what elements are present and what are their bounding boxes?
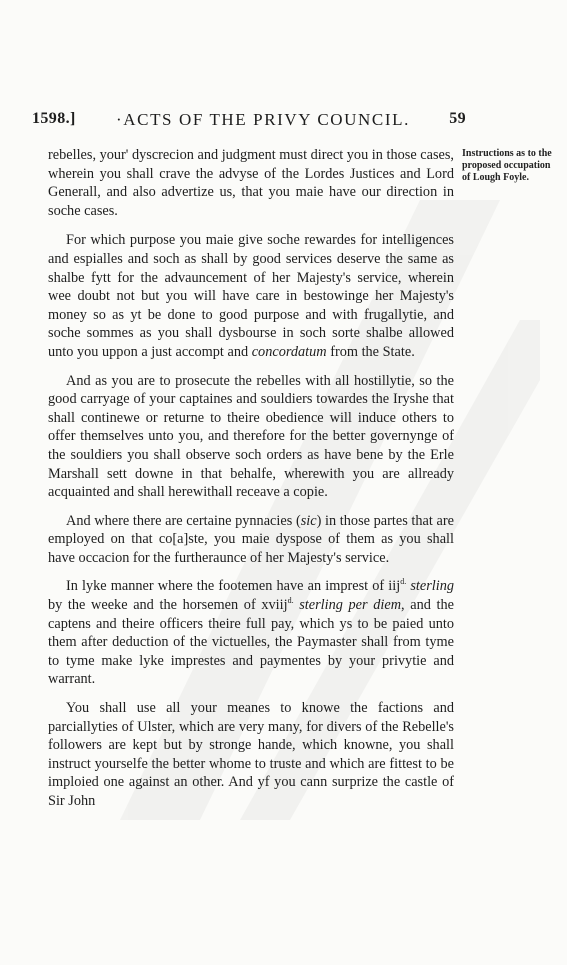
- paragraph-5-text-c: , and the captens and theire officers theire full pay, which ys to be paied unto them after deduction of the victuelles, the Paymaster shall from tyme to tyme make lyke imprestes and paymentes by your privytie and warrant.: [48, 597, 454, 688]
- paragraph-5-text-b: by the weeke and the horsemen of xviij: [48, 597, 288, 614]
- body-text: [48, 146, 454, 821]
- paragraph-5: [48, 577, 454, 689]
- paragraph-2-italic: concordatum: [251, 343, 327, 360]
- paragraph-4: [48, 512, 454, 568]
- running-header: [32, 110, 466, 134]
- paragraph-4-text-b: ) in those partes that are employed on that co[a]ste, you maie dyspose of them as you shall have occacion for the furtheraunce of her Majesty's service.: [48, 512, 454, 566]
- paragraph-5-italic-2: sterling per diem: [299, 597, 402, 614]
- paragraph-5-italic-1: sterling: [410, 578, 454, 595]
- paragraph-4-text-a: And where there are certaine pynnacies (: [66, 512, 301, 529]
- header-title: ·ACTS OF THE PRIVY COUNCIL.: [116, 110, 410, 129]
- header-year: 1598.]: [32, 110, 76, 127]
- margin-note: Instructions as to the proposed occupation of Lough Foyle.: [462, 148, 552, 183]
- paragraph-4-italic: sic: [300, 512, 317, 529]
- paragraph-5-superscript-1: d.: [400, 577, 407, 587]
- page-number: 59: [449, 110, 466, 127]
- paragraph-5-superscript-2: d.: [287, 596, 294, 606]
- paragraph-2-text-b: from the State.: [326, 343, 415, 360]
- paragraph-6: You shall use all your meanes to knowe the factions and parciallyties of Ulster, which are very many, for divers of the Rebelle's followers are kept but by stronge hande, which knowne, you shall instruct yourselfe the better whome to truste and which are fittest to be imploied one against an other. And yf you cann surprize the castle of Sir John: [48, 700, 454, 809]
- paragraph-3: And as you are to prosecute the rebelles with all hostillytie, so the good carryage of your captaines and souldiers towardes the Iryshe that shall continewe or returne to theire obedience will induce others to offer themselves unto you, and therefore for the better governynge of the souldiers you shall observe soch orders as have bene by the Erle Marshall sett downe in that behalfe, wherewith you are allready acquainted and shall herewithall receave a copie.: [48, 372, 454, 501]
- paragraph-5-text-a: In lyke manner where the footemen have an imprest of iij: [66, 578, 401, 595]
- paragraph-2: [48, 231, 454, 361]
- paragraph-1: rebelles, your' dyscrecion and judgment must direct you in those cases, wherein you shall crave the advyse of the Lordes Justices and Lord Generall, and also advertize us, that you maie have our direction in soche cases.: [48, 147, 454, 219]
- paragraph-2-text-a: For which purpose you maie give soche rewardes for intelligences and espialles and soch as shall by good services deserve the same as shalbe fytt for the advauncement of her Majesty's service, wherein wee doubt not but you will have care in bestowinge her Majesty's money so as yt be done to good purpose and with frugallytie, and soche sommes as you shall dysbourse in soch sorte shalbe allowed unto you uppon a just accompt and: [48, 232, 454, 360]
